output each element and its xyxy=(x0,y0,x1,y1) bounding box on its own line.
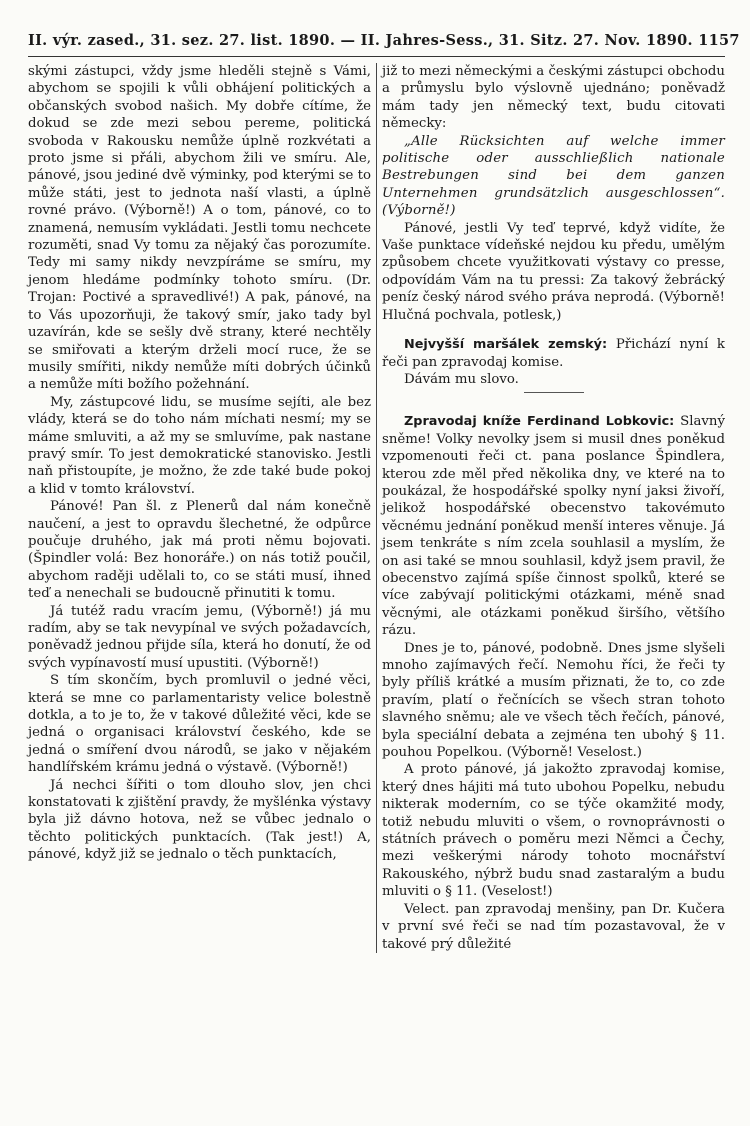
left-column xyxy=(28,63,376,953)
two-column-body xyxy=(28,63,725,953)
paragraph: Pánové! Pan šl. z Plenerů dal nám konečně naučení, a jest to opravdu šlechetné, že odpůrce poučuje druhého, jak má proti němu bojovati. (Špindler volá: Bez honoráře.) on nás totiž poučil, abychom raději udělali to, co se státi musí, ihned teď a nenechali se budoucně přinutiti k tomu. xyxy=(28,499,371,602)
paragraph: My, zástupcové lidu, se musíme sejíti, ale bez vlády, která se do toho nám míchati nesmí; my se máme smluviti, a až my se smluvíme, pak nastane pravý smír. To jest demokratické stanovisko. Jestli naň přistoupíte, je možno, že zde také bude pokoj a klid v tomto království. xyxy=(28,394,371,497)
speaker-paragraph xyxy=(382,413,725,639)
speaker-paragraph xyxy=(382,336,725,371)
paragraph: S tím skončím, bych promluvil o jedné věci, která se mne co parlamentaristy velice bolestně dotkla, a to je to, že v takové důležité věci, kde se jedná o organisaci království českého, kde se jedná o smíření dvou národů, se jako v nějakém handlířském krámu jedná o výstavě. (Výborně!) xyxy=(28,673,371,776)
paragraph: Dávám mu slovo. xyxy=(404,371,519,387)
paragraph: již to mezi německými a českými zástupci obchodu a průmyslu bylo výslovně ujednáno; poněvadž mám tady jen německý text, budu citovati německy: xyxy=(382,64,725,132)
paragraph: Pánové, jestli Vy teď teprvé, když vidíte, že Vaše punktace vídeňské nejdou ku předu, umělým způsobem chcete využitkovati výstavy co presse, odpovídám Vám na tu pressi: Za takový žebrácký peníz český národ svého práva neprodá. (Výborně! Hlučná pochvala, potlesk,) xyxy=(382,220,725,323)
section-rule xyxy=(524,392,584,393)
paragraph: „Alle Rücksichten auf welche immer politische oder ausschließlich nationale Bestrebungen sind bei dem ganzen Unternehmen grundsätzlich ausgeschlossen“. (Výborně!) xyxy=(382,133,725,219)
speaker-name: Nejvyšší maršálek zemský: xyxy=(404,337,608,353)
paragraph: Velect. pan zpravodaj menšiny, pan Dr. Kučera v první své řeči se nad tím pozastavoval, že v takové prý důležité xyxy=(382,901,725,952)
right-column xyxy=(377,63,725,953)
paragraph: Dnes je to, pánové, podobně. Dnes jsme slyšeli mnoho zajímavých řečí. Nemohu říci, že řeči ty byly příliš krátké a musím přiznati, že to, co zde pravím, platí o řečnících se všech stran tohoto slavného sněmu; ale ve všech těch řečích, pánové, byla speciální debata a zejména ten ubohý § 11. pouhou Popelkou. (Výborně! Veselost.) xyxy=(382,640,725,761)
paragraph: Já tutéž radu vracím jemu, (Výborně!) já mu radím, aby se tak nevypínal ve svých požadavcích, poněvadž jednou přijde síla, která ho donutí, že od svých vypínavostí musí upustiti. (Výborně!) xyxy=(28,603,371,671)
speaker-name: Zpravodaj kníže Ferdinand Lobkovic: xyxy=(404,414,675,430)
speech-text: Slavný sněme! Volky nevolky jsem si musil dnes poněkud vzpomenouti řeči ct. pana poslance Špindlera, kterou zde měl před několika dny, ve které na to poukázal, že hospodářské spolky nyní jaksi živoří, jelikož hospodářské obecenstvo takovémuto věcnému jednání poněkud menší interes věnuje. Já jsem tenkráte s ním zcela souhlasil a myslím, že on asi také se mnou souhlasil, když jsem pravil, že obecenstvo zajímá spíše činnost spolků, které se více zabývají politickými otázkami, méně snad věcnými, ale otázkami poněkud širšího, většího rázu. xyxy=(382,414,725,639)
paragraph: A proto pánové, já jakožto zpravodaj komise, který dnes hájiti má tuto ubohou Popelku, nebudu nikterak moderním, co se týče okamžité mody, totiž nebudu mluviti o všem, o rovnoprávnosti o státních právech o poměru mezi Němci a Čechy, mezi veškerými národy tohoto mocnářství Rakouského, nýbrž budu snad zastaralým a budu mluviti o § 11. (Veselost!) xyxy=(382,762,725,900)
paragraph: skými zástupci, vždy jsme hleděli stejně s Vámi, abychom se spojili k vůli obhájení politických a občanských svobod našich. My dobře cítíme, že dokud se zde mezi sebou pereme, politická svoboda v Rakousku nemůže úplně rozkvétati a proto jsme si přáli, abychom žili ve smíru. Ale, pánové, jsou jediné dvě výminky, pod kterými se to může státi, jest to jednota naší vlasti, a úplně rovné právo. (Výborně!) A o tom, pánové, co to znamená, nemusím vykládati. Jestli tomu nechcete rozuměti, snad Vy tomu za nějaký čas porozumíte. Tedy mi samy nikdy nevzpíráme se smíru, my jenom hledáme podmínky tohoto smíru. (Dr. Trojan: Poctivé a spravedlivé!) A pak, pánové, na to Vás upozorňuji, že takový smír, jako tady byl uzavírán, kde se sešly dvě strany, které nechtěly se smiřovati a kterým drželi mocí ruce, že se musily smířiti, nikdy nemůže míti dobrých účinků a nemůže míti božího požehnání. xyxy=(28,64,371,393)
speech-text: Přichází nyní k řeči pan zpravodaj komise. xyxy=(382,337,725,370)
page-header: II. výr. zased., 31. sez. 27. list. 1890. — II. Jahres-Sess., 31. Sitz. 27. Nov. 1890. 1157 xyxy=(28,30,725,57)
paragraph: Já nechci šířiti o tom dlouho slov, jen chci konstatovati k zjištění pravdy, že myšlénka výstavy byla již dávno hotova, než se vůbec jednalo o těchto politických punktacích. (Tak jest!) A, pánové, když již se jednalo o těch punktacích, xyxy=(28,777,371,863)
document-page xyxy=(28,30,740,1110)
